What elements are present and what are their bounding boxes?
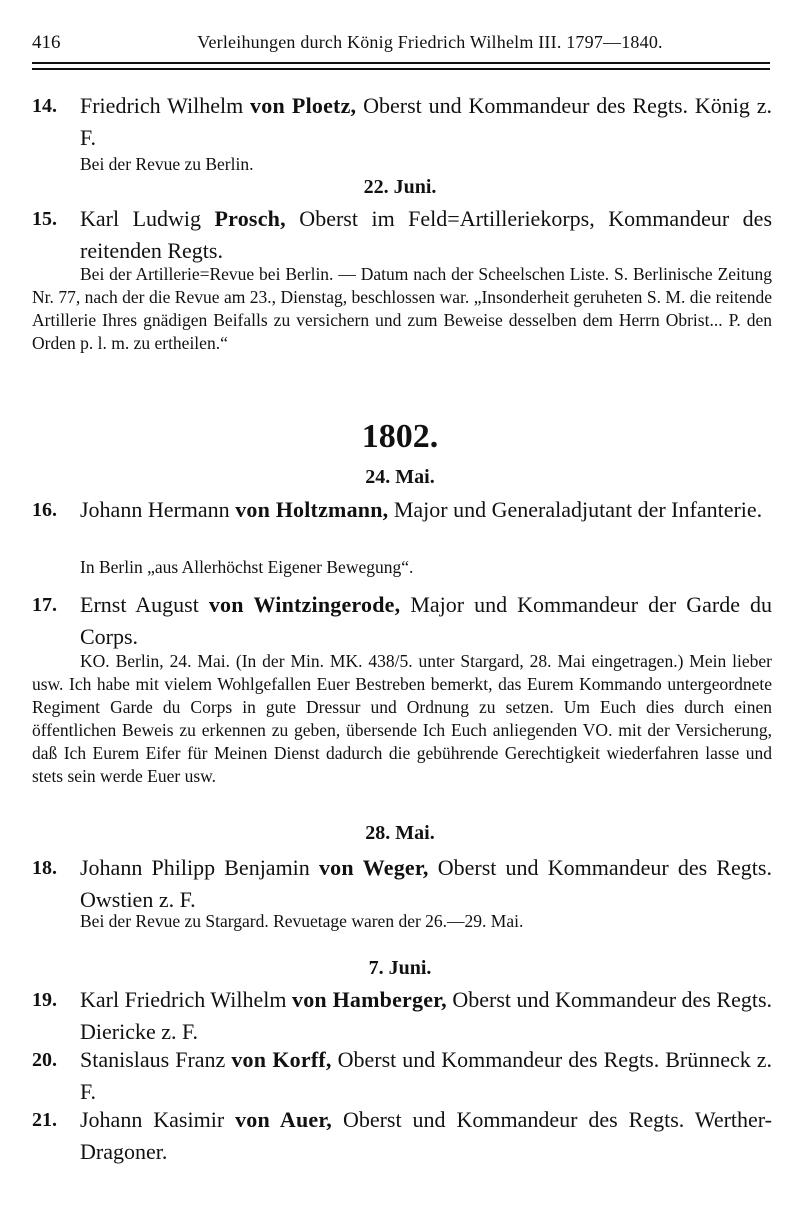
entry-rank: Oberst und Kommandeur des Regts. Werther-Dragoner. [80, 1107, 772, 1164]
page-header [32, 26, 772, 56]
entry-number: 21. [32, 1109, 57, 1131]
entry-text [80, 1104, 772, 1168]
entry-number: 18. [32, 857, 57, 879]
entry-19 [32, 984, 772, 1048]
entry-given-name: Johann Hermann [80, 497, 236, 522]
entry-number: 16. [32, 499, 57, 521]
entry-given-name: Ernst August [80, 592, 209, 617]
entry-rank: Oberst und Kommandeur des Regts. Diericke z. F. [80, 987, 773, 1044]
entry-text [80, 984, 772, 1048]
entry-text [80, 852, 772, 916]
entry-text [80, 203, 772, 267]
entry-number: 17. [32, 594, 57, 616]
entry-14 [32, 90, 772, 154]
date-heading: 28. Mai. [365, 822, 435, 844]
entry-surname: von Wintzingerode, [208, 592, 401, 617]
entry-number: 19. [32, 989, 57, 1011]
entry-17-note: KO. Berlin, 24. Mai. (In der Min. MK. 438/5. unter Stargard, 28. Mai eingetragen.) Mein lieber usw. Ich habe mit vielem Wohlgefallen Euer Bestreben bemerkt, das Eurem Kommando untergeordnete Regiment Garde du Corps in gute Dressur und Ordnung zu setzen. Um Euch dies durch einen öffentlichen Beweis zu erkennen zu geben, übersende Ich Euch anliegenden VO. mit der Versicherung, daß Ich Eurem Eifer für Meinen Dienst dadurch die gebührende Gerechtigkeit wiederfahren lasse und stets sein werde Euer usw. [32, 651, 772, 786]
entry-surname: Prosch, [214, 206, 286, 231]
entry-14-note: Bei der Revue zu Berlin. [80, 154, 254, 174]
header-rule-double [32, 68, 770, 70]
entry-surname: von Ploetz, [250, 93, 357, 118]
header-rule [32, 62, 770, 64]
entry-16 [32, 494, 772, 526]
entry-given-name: Stanislaus Franz [80, 1047, 232, 1072]
entry-given-name: Karl Ludwig [80, 206, 215, 231]
year-heading: 1802. [361, 418, 439, 455]
entry-15 [32, 203, 772, 267]
entry-number: 20. [32, 1049, 57, 1071]
entry-surname: von Holtzmann, [235, 497, 389, 522]
entry-given-name: Johann Kasimir [80, 1107, 236, 1132]
entry-given-name: Friedrich Wilhelm [80, 93, 251, 118]
entry-text [80, 494, 772, 526]
entry-rank: Oberst im Feld=Artilleriekorps, Kommandeur des reitenden Regts. [80, 206, 772, 263]
date-heading: 24. Mai. [365, 466, 435, 488]
entry-rank: Oberst und Kommandeur des Regts. Owstien z. F. [80, 855, 772, 912]
entry-18 [32, 852, 772, 916]
entry-number: 14. [32, 95, 57, 117]
entry-text [80, 90, 772, 154]
entry-21 [32, 1104, 772, 1168]
entry-rank: Oberst und Kommandeur des Regts. König z. F. [80, 93, 773, 150]
entry-rank: Oberst und Kommandeur des Regts. Brünneck z. F. [80, 1047, 772, 1104]
entry-surname: von Weger, [318, 855, 429, 880]
entry-16-note: In Berlin „aus Allerhöchst Eigener Bewegung“. [80, 557, 414, 577]
entry-text [80, 589, 772, 653]
entry-surname: von Korff, [231, 1047, 332, 1072]
entry-surname: von Hamberger, [292, 987, 447, 1012]
entry-20 [32, 1044, 772, 1108]
entry-17 [32, 589, 772, 653]
entry-18-note: Bei der Revue zu Stargard. Revuetage waren der 26.—29. Mai. [80, 911, 524, 931]
entry-rank: Major und Kommandeur der Garde du Corps. [80, 592, 772, 649]
entry-given-name: Johann Philipp Benjamin [80, 855, 319, 880]
entry-text [80, 1044, 772, 1108]
entry-given-name: Karl Friedrich Wilhelm [80, 987, 293, 1012]
entry-number: 15. [32, 208, 57, 230]
entry-rank: Major und Generaladjutant der Infanterie. [388, 497, 763, 522]
page-number: 416 [32, 32, 61, 53]
running-title: Verleihungen durch König Friedrich Wilhelm III. 1797—1840. [197, 32, 663, 52]
date-heading: 22. Juni. [363, 176, 437, 198]
entry-15-note: Bei der Artillerie=Revue bei Berlin. — Datum nach der Scheelschen Liste. S. Berlinische Zeitung Nr. 77, nach der die Revue am 23., Dienstag, beschlossen war. „Insonderheit geruheten S. M. die reitende Artillerie Ihres gnädigen Beifalls zu versichern und zum Beweise desselben dem Herrn Obrist... P. den Orden p. l. m. zu ertheilen.“ [32, 264, 772, 353]
date-heading: 7. Juni. [368, 957, 432, 979]
entry-surname: von Auer, [235, 1107, 332, 1132]
